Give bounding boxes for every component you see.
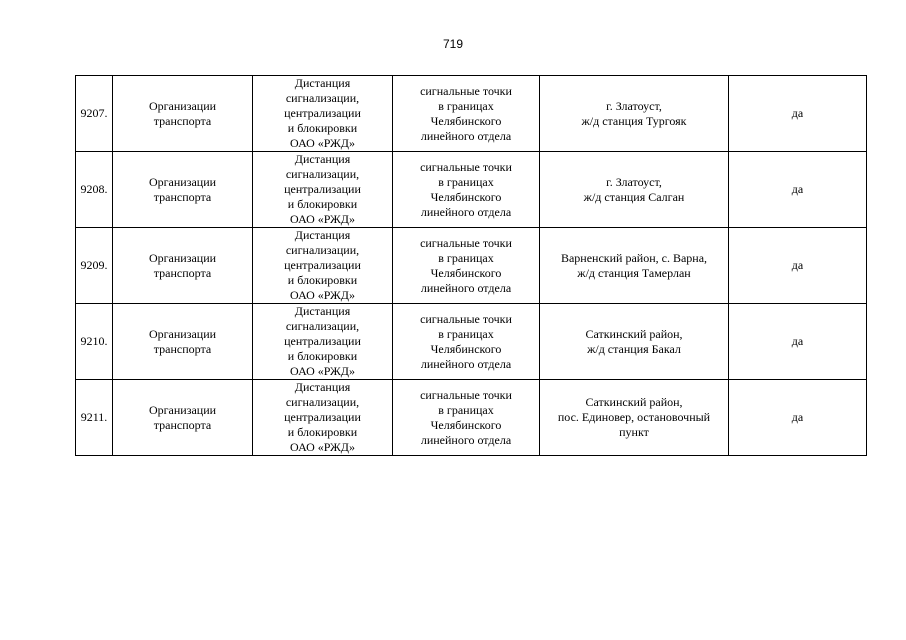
table-row xyxy=(76,380,867,456)
table-row xyxy=(76,304,867,380)
organization-cell xyxy=(253,380,393,456)
organization-cell xyxy=(253,304,393,380)
flag-text: да xyxy=(791,334,804,348)
row-number-cell xyxy=(76,228,113,304)
organization-cell xyxy=(253,228,393,304)
flag-text: да xyxy=(791,182,804,196)
organization-text: Дистанция сигнализации, централизации и блокировки ОАО «РЖД» xyxy=(284,380,361,454)
location-text: Варненский район, с. Варна, ж/д станция Тамерлан xyxy=(560,250,708,280)
points-text: сигнальные точки в границах Челябинского линейного отдела xyxy=(420,83,512,143)
table-row xyxy=(76,152,867,228)
location-cell xyxy=(540,304,729,380)
points-text: сигнальные точки в границах Челябинского линейного отдела xyxy=(420,159,512,219)
category-text: Организации транспорта xyxy=(148,174,217,204)
points-cell xyxy=(393,228,540,304)
flag-cell xyxy=(729,228,867,304)
points-text: сигнальные точки в границах Челябинского линейного отдела xyxy=(420,235,512,295)
location-text: г. Златоуст, ж/д станция Тургояк xyxy=(581,98,687,128)
row-number: 9208. xyxy=(80,182,108,196)
location-cell xyxy=(540,380,729,456)
category-text: Организации транспорта xyxy=(148,402,217,432)
points-cell xyxy=(393,152,540,228)
organization-text: Дистанция сигнализации, централизации и блокировки ОАО «РЖД» xyxy=(284,152,361,226)
category-cell xyxy=(113,380,253,456)
category-cell xyxy=(113,304,253,380)
organization-cell xyxy=(253,152,393,228)
points-cell xyxy=(393,380,540,456)
category-cell xyxy=(113,228,253,304)
table-row xyxy=(76,76,867,152)
category-text: Организации транспорта xyxy=(148,98,217,128)
category-cell xyxy=(113,152,253,228)
table-row xyxy=(76,228,867,304)
flag-text: да xyxy=(791,410,804,424)
row-number-cell xyxy=(76,152,113,228)
row-number: 9207. xyxy=(80,106,108,120)
location-cell xyxy=(540,76,729,152)
row-number-cell xyxy=(76,304,113,380)
row-number: 9210. xyxy=(80,334,108,348)
flag-cell xyxy=(729,76,867,152)
flag-text: да xyxy=(791,106,804,120)
registry-table xyxy=(75,75,867,456)
points-text: сигнальные точки в границах Челябинского линейного отдела xyxy=(420,311,512,371)
points-text: сигнальные точки в границах Челябинского линейного отдела xyxy=(420,387,512,447)
row-number-cell xyxy=(76,76,113,152)
location-cell xyxy=(540,152,729,228)
category-text: Организации транспорта xyxy=(148,250,217,280)
location-text: Саткинский район, пос. Единовер, остановочный пункт xyxy=(557,395,711,439)
location-cell xyxy=(540,228,729,304)
row-number: 9211. xyxy=(80,410,108,424)
flag-cell xyxy=(729,152,867,228)
organization-text: Дистанция сигнализации, централизации и блокировки ОАО «РЖД» xyxy=(284,228,361,302)
flag-text: да xyxy=(791,258,804,272)
flag-cell xyxy=(729,380,867,456)
organization-text: Дистанция сигнализации, централизации и блокировки ОАО «РЖД» xyxy=(284,304,361,378)
organization-cell xyxy=(253,76,393,152)
category-text: Организации транспорта xyxy=(148,326,217,356)
points-cell xyxy=(393,76,540,152)
row-number-cell xyxy=(76,380,113,456)
location-text: Саткинский район, ж/д станция Бакал xyxy=(585,326,683,356)
points-cell xyxy=(393,304,540,380)
category-cell xyxy=(113,76,253,152)
row-number: 9209. xyxy=(80,258,108,272)
page-number: 719 xyxy=(442,37,464,51)
location-text: г. Златоуст, ж/д станция Салган xyxy=(583,174,685,204)
flag-cell xyxy=(729,304,867,380)
organization-text: Дистанция сигнализации, централизации и блокировки ОАО «РЖД» xyxy=(284,76,361,150)
